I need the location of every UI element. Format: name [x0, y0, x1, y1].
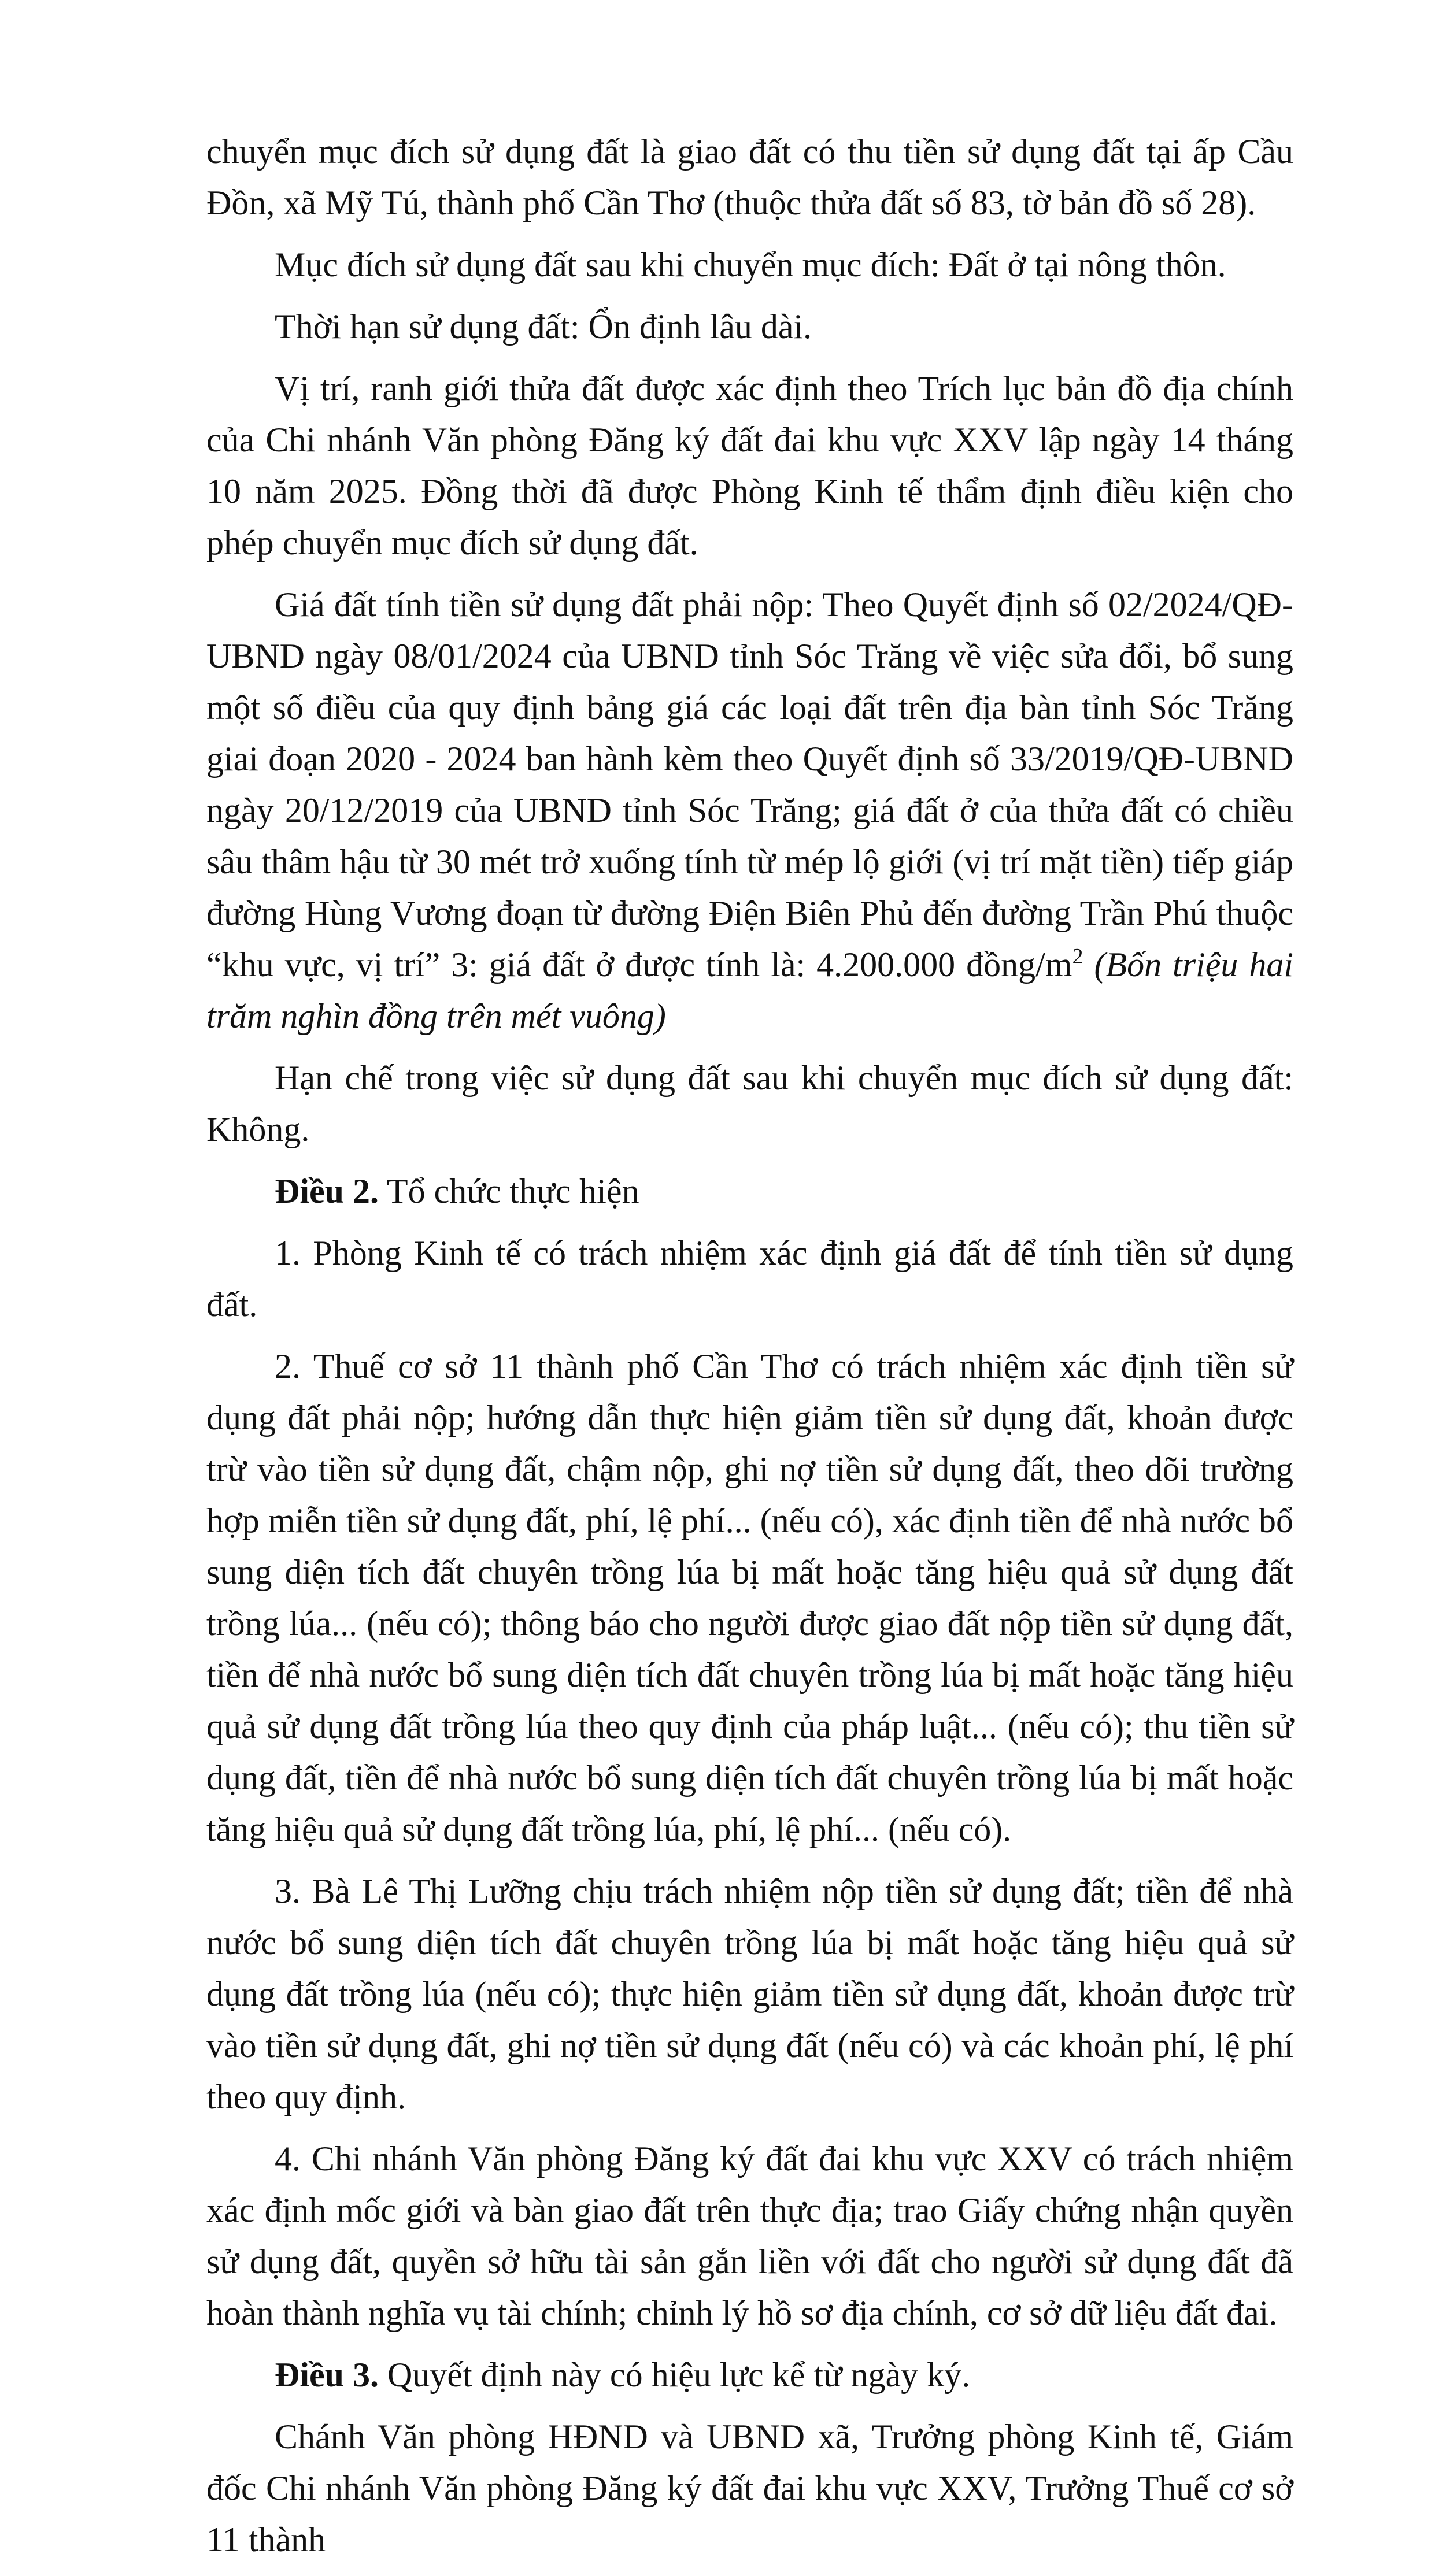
article-3-label: Điều 3. — [275, 2356, 379, 2394]
paragraph-item-4: 4. Chi nhánh Văn phòng Đăng ký đất đai khu vực XXV có trách nhiệm xác định mốc giới và bàn giao đất trên thực địa; trao Giấy chứng nhận quyền sử dụng đất, quyền sở hữu tài sản gắn liền với đất cho người sử dụng đất đã hoàn thành nghĩa vụ tài chính; chỉnh lý hồ sơ địa chính, cơ sở dữ liệu đất đai. — [206, 2140, 1293, 2332]
document-page — [206, 126, 1293, 2576]
paragraph-parcel-boundary: Vị trí, ranh giới thửa đất được xác định theo Trích lục bản đồ địa chính của Chi nhánh Văn phòng Đăng ký đất đai khu vực XXV lập ngày 14 tháng 10 năm 2025. Đồng thời đã được Phòng Kinh tế thẩm định điều kiện cho phép chuyển mục đích sử dụng đất. — [206, 369, 1293, 562]
square-meter-superscript: 2 — [1072, 944, 1083, 969]
paragraph-land-price — [206, 579, 1293, 1042]
paragraph-item-1: 1. Phòng Kinh tế có trách nhiệm xác định giá đất để tính tiền sử dụng đất. — [206, 1234, 1293, 1324]
article-2-title: Tổ chức thực hiện — [379, 1172, 639, 1210]
paragraph-land-use-conversion: chuyển mục đích sử dụng đất là giao đất có thu tiền sử dụng đất tại ấp Cầu Đồn, xã Mỹ Tú, thành phố Cần Thơ (thuộc thửa đất số 83, tờ bản đồ số 28). — [206, 132, 1293, 222]
paragraph-land-use-purpose: Mục đích sử dụng đất sau khi chuyển mục đích: Đất ở tại nông thôn. — [275, 246, 1226, 284]
paragraph-responsible-parties: Chánh Văn phòng HĐND và UBND xã, Trưởng phòng Kinh tế, Giám đốc Chi nhánh Văn phòng Đăng ký đất đai khu vực XXV, Trưởng Thuế cơ sở 11 thành — [206, 2418, 1293, 2559]
land-price-in-words: (Bốn triệu hai trăm nghìn đồng trên mét vuông) — [206, 946, 1293, 1035]
article-2-label: Điều 2. — [275, 1172, 379, 1210]
paragraph-usage-restriction: Hạn chế trong việc sử dụng đất sau khi chuyển mục đích sử dụng đất: Không. — [206, 1059, 1293, 1148]
article-3-text: Quyết định này có hiệu lực kể từ ngày ký. — [379, 2356, 971, 2394]
paragraph-land-use-term: Thời hạn sử dụng đất: Ổn định lâu dài. — [275, 307, 812, 346]
article-2-heading — [206, 1166, 1293, 1217]
land-price-text: Giá đất tính tiền sử dụng đất phải nộp: Theo Quyết định số 02/2024/QĐ-UBND ngày 08/01/2024 của UBND tỉnh Sóc Trăng về việc sửa đổi, bổ sung một số điều của quy định bảng giá các loại đất trên địa bàn tỉnh Sóc Trăng giai đoạn 2020 - 2024 ban hành kèm theo Quyết định số 33/2019/QĐ-UBND ngày 20/12/2019 của UBND tỉnh Sóc Trăng; giá đất ở của thửa đất có chiều sâu thâm hậu từ 30 mét trở xuống tính từ mép lộ giới (vị trí mặt tiền) tiếp giáp đường Hùng Vương đoạn từ đường Điện Biên Phủ đến đường Trần Phú thuộc “khu vực, vị trí” 3: giá đất ở được tính là: 4.200.000 đồng/m — [206, 585, 1293, 984]
article-3-heading — [206, 2349, 1293, 2401]
paragraph-item-3: 3. Bà Lê Thị Lưỡng chịu trách nhiệm nộp tiền sử dụng đất; tiền để nhà nước bổ sung diện tích đất chuyên trồng lúa bị mất hoặc tăng hiệu quả sử dụng đất trồng lúa (nếu có); thực hiện giảm tiền sử dụng đất, khoản được trừ vào tiền sử dụng đất, ghi nợ tiền sử dụng đất (nếu có) và các khoản phí, lệ phí theo quy định. — [206, 1872, 1293, 2116]
paragraph-item-2: 2. Thuế cơ sở 11 thành phố Cần Thơ có trách nhiệm xác định tiền sử dụng đất phải nộp; hướng dẫn thực hiện giảm tiền sử dụng đất, khoản được trừ vào tiền sử dụng đất, chậm nộp, ghi nợ tiền sử dụng đất, theo dõi trường hợp miễn tiền sử dụng đất, phí, lệ phí... (nếu có), xác định tiền để nhà nước bổ sung diện tích đất chuyên trồng lúa bị mất hoặc tăng hiệu quả sử dụng đất trồng lúa... (nếu có); thông báo cho người được giao đất nộp tiền sử dụng đất, tiền để nhà nước bổ sung diện tích đất chuyên trồng lúa bị mất hoặc tăng hiệu quả sử dụng đất trồng lúa theo quy định của pháp luật... (nếu có); thu tiền sử dụng đất, tiền để nhà nước bổ sung diện tích đất chuyên trồng lúa bị mất hoặc tăng hiệu quả sử dụng đất trồng lúa, phí, lệ phí... (nếu có). — [206, 1347, 1293, 1848]
